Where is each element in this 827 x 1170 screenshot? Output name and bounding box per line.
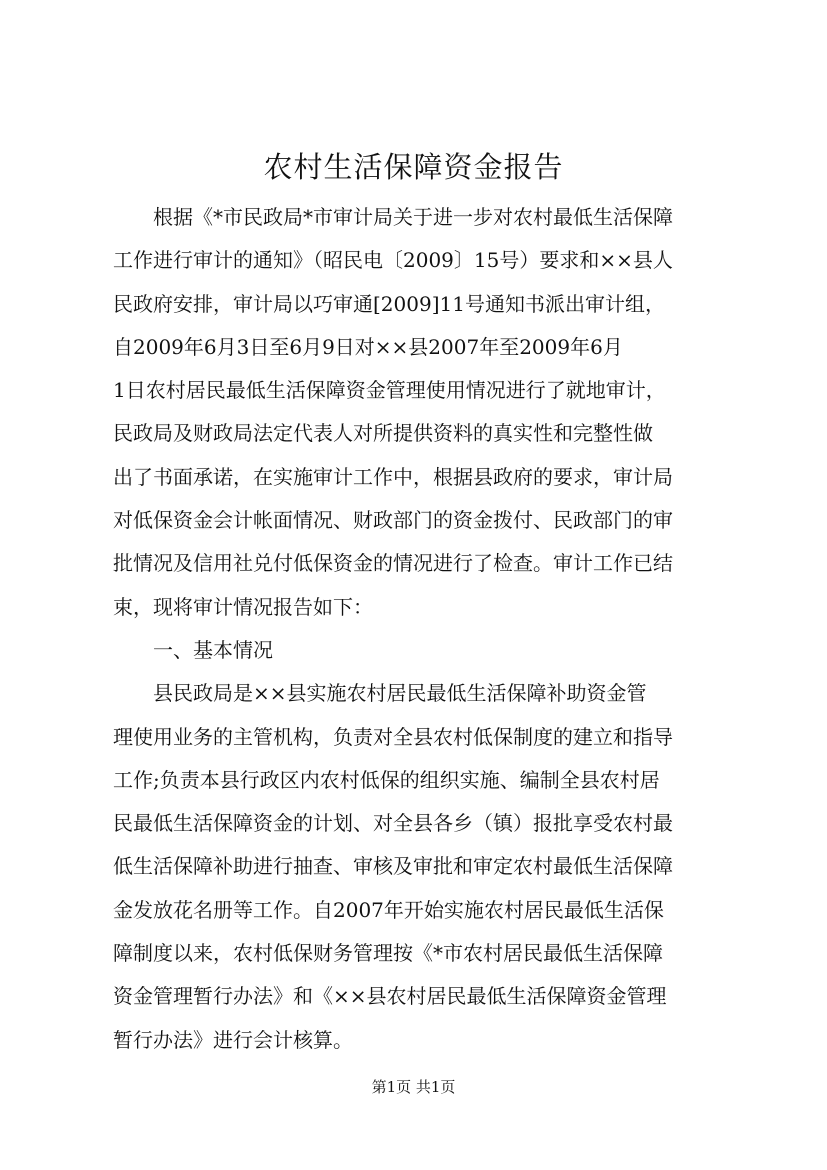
paragraph-line: 工作;负责本县行政区内农村低保的组织实施、编制全县农村居 [113,767,660,792]
paragraph-line: 金发放花名册等工作。自2007年开始实施农村居民最低生活保 [113,897,664,922]
paragraph-line: 民政局及财政局法定代表人对所提供资料的真实性和完整性做 [113,421,653,446]
paragraph-line: 民最低生活保障资金的计划、对全县各乡（镇）报批享受农村最 [113,811,673,836]
paragraph-line: 理使用业务的主管机构，负责对全县农村低保制度的建立和指导 [113,724,673,749]
paragraph-line: 县民政局是××县实施农村居民最低生活保障补助资金管 [153,681,647,706]
paragraph-line: 根据《*市民政局*市审计局关于进一步对农村最低生活保障 [153,205,673,229]
paragraph-line: 资金管理暂行办法》和《××县农村居民最低生活保障资金管理 [113,984,667,1009]
paragraph-line: 民政府安排，审计局以巧审通[2009]11号通知书派出审计组， [113,291,665,316]
section-heading: 一、基本情况 [153,637,273,662]
paragraph-line: 暂行办法》进行会计核算。 [113,1027,353,1052]
page-number-footer: 第1页 共1页 [371,1078,456,1096]
paragraph-line: 障制度以来，农村低保财务管理按《*市农村居民最低生活保障 [113,941,663,966]
document-title: 农村生活保障资金报告 [263,150,564,184]
paragraph-line: 1日农村居民最低生活保障资金管理使用情况进行了就地审计， [113,378,666,403]
paragraph-line: 束，现将审计情况报告如下： [113,594,373,619]
paragraph-line: 自2009年6月3日至6月9日对××县2007年至2009年6月 [113,334,623,359]
paragraph-line: 低生活保障补助进行抽查、审核及审批和审定农村最低生活保障 [113,854,673,879]
paragraph-line: 出了书面承诺，在实施审计工作中，根据县政府的要求，审计局 [113,464,673,489]
paragraph-line: 批情况及信用社兑付低保资金的情况进行了检查。审计工作已结 [113,551,673,576]
paragraph-line: 工作进行审计的通知》（昭民电〔2009〕15号）要求和××县人 [113,248,673,273]
paragraph-line: 对低保资金会计帐面情况、财政部门的资金拨付、民政部门的审 [113,508,673,533]
document-body [113,196,723,1062]
